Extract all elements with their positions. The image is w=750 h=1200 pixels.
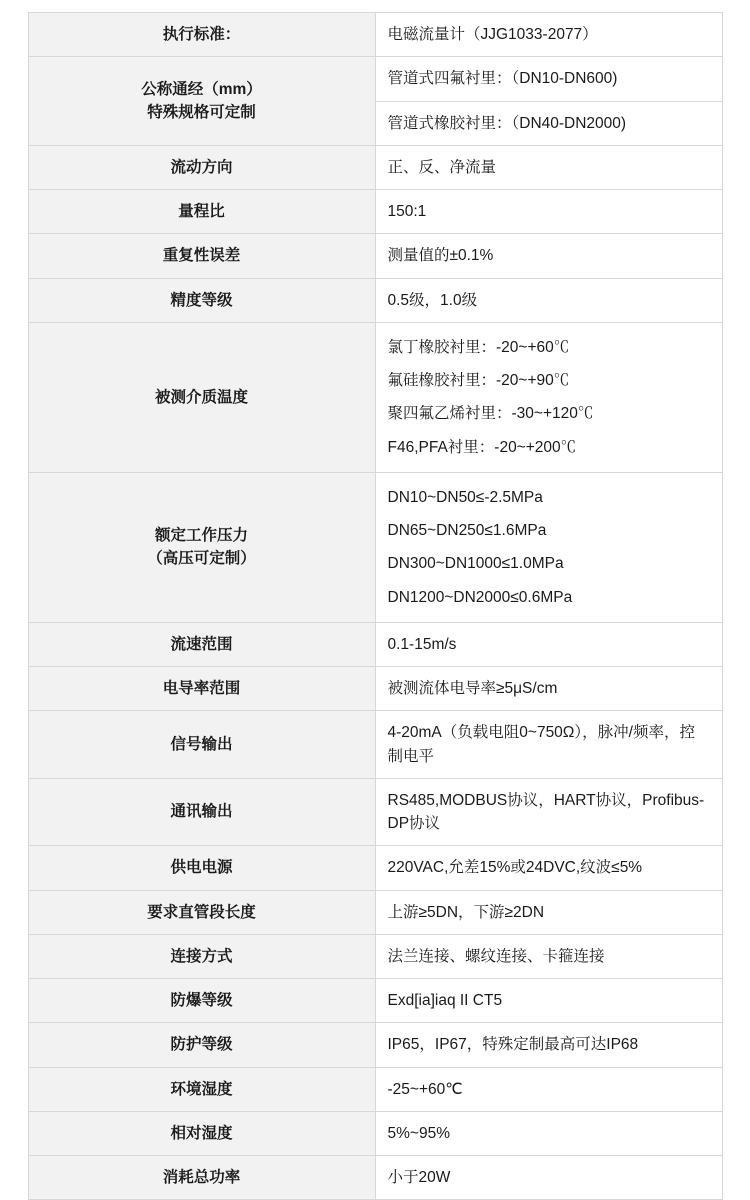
left-margin bbox=[0, 890, 28, 934]
row-value bbox=[375, 472, 722, 622]
value-line: 氟硅橡胶衬里：-20~+90℃ bbox=[387, 372, 570, 389]
right-margin bbox=[722, 190, 750, 234]
row-value: 管道式橡胶衬里：（DN40-DN2000) bbox=[375, 101, 722, 145]
row-label: 执行标准： bbox=[28, 13, 375, 57]
table-row bbox=[0, 846, 750, 890]
table-row bbox=[0, 234, 750, 278]
row-label: 信号输出 bbox=[28, 711, 375, 779]
row-label: 供电电源 bbox=[28, 846, 375, 890]
left-margin bbox=[0, 322, 28, 472]
row-value: RS485,MODBUS协议，HART协议，Profibus-DP协议 bbox=[375, 778, 722, 846]
row-value: 220VAC,允差15%或24DVC,纹波≤5% bbox=[375, 846, 722, 890]
left-margin bbox=[0, 145, 28, 189]
row-label: 消耗总功率 bbox=[28, 1156, 375, 1200]
table-row bbox=[0, 13, 750, 57]
left-margin bbox=[0, 234, 28, 278]
right-margin bbox=[722, 979, 750, 1023]
table-row bbox=[0, 711, 750, 779]
right-margin bbox=[722, 1156, 750, 1200]
right-margin bbox=[722, 890, 750, 934]
table-spacer-row bbox=[0, 0, 750, 13]
left-margin bbox=[0, 0, 28, 13]
left-margin bbox=[0, 1111, 28, 1155]
right-margin bbox=[722, 322, 750, 472]
row-label-line1: 公称通经（mm） bbox=[141, 80, 262, 98]
right-margin bbox=[722, 13, 750, 57]
right-margin bbox=[722, 934, 750, 978]
right-margin bbox=[722, 622, 750, 666]
row-label: 电导率范围 bbox=[28, 667, 375, 711]
row-label: 量程比 bbox=[28, 190, 375, 234]
row-label: 防护等级 bbox=[28, 1023, 375, 1067]
row-value: 电磁流量计（JJG1033-2077） bbox=[375, 13, 722, 57]
table-row bbox=[0, 979, 750, 1023]
left-margin bbox=[0, 190, 28, 234]
row-label bbox=[28, 472, 375, 622]
row-label: 流动方向 bbox=[28, 145, 375, 189]
row-label: 相对湿度 bbox=[28, 1111, 375, 1155]
table-row bbox=[0, 1156, 750, 1200]
left-margin bbox=[0, 711, 28, 779]
right-margin bbox=[722, 145, 750, 189]
left-margin bbox=[0, 622, 28, 666]
row-label-line1: 额定工作压力 bbox=[154, 527, 248, 544]
table-row bbox=[0, 472, 750, 622]
right-margin bbox=[722, 472, 750, 622]
row-label: 要求直管段长度 bbox=[28, 890, 375, 934]
row-value: 法兰连接、螺纹连接、卡箍连接 bbox=[375, 934, 722, 978]
table-row bbox=[0, 1023, 750, 1067]
left-margin bbox=[0, 979, 28, 1023]
value-line: DN10~DN50≤-2.5MPa bbox=[387, 488, 543, 506]
row-value: -25~+60℃ bbox=[375, 1067, 722, 1111]
row-label: 通讯输出 bbox=[28, 778, 375, 846]
row-value: 150:1 bbox=[375, 190, 722, 234]
table-row bbox=[0, 667, 750, 711]
table-row bbox=[0, 278, 750, 322]
value-line: DN1200~DN2000≤0.6MPa bbox=[387, 588, 573, 606]
right-margin bbox=[722, 1111, 750, 1155]
right-margin bbox=[722, 101, 750, 145]
value-line: DN65~DN250≤1.6MPa bbox=[387, 522, 547, 539]
table-row bbox=[0, 622, 750, 666]
table-row bbox=[0, 890, 750, 934]
right-margin bbox=[722, 778, 750, 846]
left-margin bbox=[0, 472, 28, 622]
value-line: F46,PFA衬里：-20~+200℃ bbox=[387, 438, 577, 456]
row-value: 正、反、净流量 bbox=[375, 145, 722, 189]
right-margin bbox=[722, 1023, 750, 1067]
left-margin bbox=[0, 278, 28, 322]
table-row bbox=[0, 190, 750, 234]
row-value: IP65，IP67，特殊定制最高可达IP68 bbox=[375, 1023, 722, 1067]
left-margin bbox=[0, 57, 28, 101]
row-label-line2: 特殊规格可定制 bbox=[147, 104, 256, 121]
row-value: 5%~95% bbox=[375, 1111, 722, 1155]
row-label bbox=[28, 57, 375, 146]
row-value: 小于20W bbox=[375, 1156, 722, 1200]
row-value: 上游≥5DN，下游≥2DN bbox=[375, 890, 722, 934]
value-line: 氯丁橡胶衬里：-20~+60℃ bbox=[387, 338, 570, 356]
left-margin bbox=[0, 13, 28, 57]
table-row bbox=[0, 1111, 750, 1155]
right-margin bbox=[722, 278, 750, 322]
table-row bbox=[0, 145, 750, 189]
row-label: 流速范围 bbox=[28, 622, 375, 666]
right-margin bbox=[722, 0, 750, 13]
row-value: 管道式四氟衬里：（DN10-DN600) bbox=[375, 57, 722, 101]
right-margin bbox=[722, 711, 750, 779]
row-value: 0.1-15m/s bbox=[375, 622, 722, 666]
row-label: 连接方式 bbox=[28, 934, 375, 978]
left-margin bbox=[0, 667, 28, 711]
spacer-label bbox=[28, 0, 375, 13]
left-margin bbox=[0, 934, 28, 978]
table-row bbox=[0, 778, 750, 846]
row-label: 防爆等级 bbox=[28, 979, 375, 1023]
right-margin bbox=[722, 846, 750, 890]
row-label-line2: （高压可定制） bbox=[147, 550, 256, 568]
table-row bbox=[0, 1067, 750, 1111]
left-margin bbox=[0, 1067, 28, 1111]
table-row bbox=[0, 322, 750, 472]
left-margin bbox=[0, 1156, 28, 1200]
row-label: 精度等级 bbox=[28, 278, 375, 322]
row-value: 被测流体电导率≥5μS/cm bbox=[375, 667, 722, 711]
left-margin bbox=[0, 846, 28, 890]
row-label: 重复性误差 bbox=[28, 234, 375, 278]
row-value: 4-20mA（负载电阻0~750Ω），脉冲/频率，控制电平 bbox=[375, 711, 722, 779]
row-value: 0.5级，1.0级 bbox=[375, 278, 722, 322]
right-margin bbox=[722, 234, 750, 278]
right-margin bbox=[722, 1067, 750, 1111]
left-margin bbox=[0, 778, 28, 846]
value-line: DN300~DN1000≤1.0MPa bbox=[387, 555, 564, 573]
right-margin bbox=[722, 57, 750, 101]
row-value bbox=[375, 322, 722, 472]
spacer-value bbox=[375, 0, 722, 13]
table-row bbox=[0, 57, 750, 101]
row-value: Exd[ia]iaq II CT5 bbox=[375, 979, 722, 1023]
left-margin bbox=[0, 1023, 28, 1067]
left-margin bbox=[0, 101, 28, 145]
row-label: 被测介质温度 bbox=[28, 322, 375, 472]
table-row bbox=[0, 934, 750, 978]
right-margin bbox=[722, 667, 750, 711]
row-value: 测量值的±0.1% bbox=[375, 234, 722, 278]
value-line: 聚四氟乙烯衬里：-30~+120℃ bbox=[387, 405, 594, 423]
row-label: 环境湿度 bbox=[28, 1067, 375, 1111]
